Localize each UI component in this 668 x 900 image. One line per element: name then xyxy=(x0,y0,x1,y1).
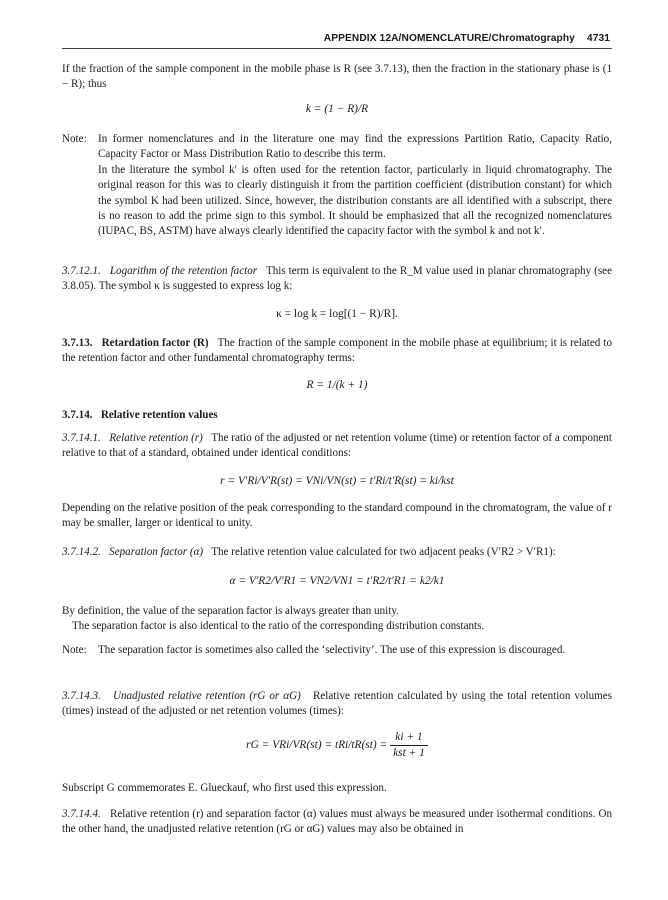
definition-paragraph: By definition, the value of the separation factor is always greater than unity. xyxy=(62,605,399,617)
section-text: The ratio of the adjusted or net retention volume (time) or retention factor of a component relative to that of a standard, obtained under identical conditions: xyxy=(62,432,612,460)
fraction-numerator: ki + 1 xyxy=(390,730,428,746)
section-text: Relative retention (r) and separation factor (α) values must always be measured under isothermal conditions. On the other hand, the unadjusted relative retention (rG or αG) values may also be obtained in xyxy=(62,808,613,836)
intro-paragraph: If the fraction of the sample component in the mobile phase is R (see 3.7.13), then the fraction in the stationary phase is (1 − R); thus xyxy=(62,63,612,91)
section-number: 3.7.14.2. xyxy=(62,546,101,558)
note-label: Note: xyxy=(62,644,87,656)
equation-R: R = 1/(k + 1) xyxy=(306,379,368,391)
section-text: Relative retention calculated by using the total retention volumes (times) instead of the adjusted or net retention volumes (times): xyxy=(62,690,613,718)
running-title: APPENDIX 12A/NOMENCLATURE/Chromatography xyxy=(323,33,575,44)
note-nomenclature xyxy=(62,132,612,240)
section-3-7-13 xyxy=(62,336,612,367)
section-number: 3.7.12.1. xyxy=(62,265,101,277)
section-number: 3.7.14.1. xyxy=(62,432,101,444)
section-title: Unadjusted relative retention (rG or αG) xyxy=(112,690,301,702)
distribution-paragraph: The separation factor is also identical to the ratio of the corresponding distribution constants. xyxy=(72,620,485,632)
section-3-7-14-2 xyxy=(62,545,612,560)
section-title: Retardation factor (R) xyxy=(101,337,209,349)
note-paragraph: In the literature the symbol k′ is often used for the retention factor, particularly in liquid chromatography. The original reason for this was to clearly distinguish it from the partition coefficient (distribution constant) for which the symbol K had been utilized. Since, however, the distribution constants are all identified with a subscript, there is no reason to add the prime sign to this symbol. It should be emphasized that all the recognized nomenclatures (IUPAC, BS, ASTM) have always clearly identified the capacity factor with the symbol k and not k′. xyxy=(98,163,612,238)
section-3-7-14 xyxy=(62,408,612,423)
note-paragraph: The separation factor is sometimes also called the ‘selectivity’. The use of this expression is discouraged. xyxy=(98,644,566,656)
note-label: Note: xyxy=(62,133,87,145)
section-title: Separation factor (α) xyxy=(109,546,204,558)
section-text: This term is equivalent to the R_M value used in planar chromatography (see 3.8.05). The symbol κ is suggested to express log k: xyxy=(62,265,612,293)
depending-paragraph: Depending on the relative position of the peak corresponding to the standard compound in the chromatogram, the value of r may be smaller, larger or identical to unity. xyxy=(62,502,612,530)
subscript-paragraph: Subscript G commemorates E. Glueckauf, who first used this expression. xyxy=(62,782,387,794)
fraction xyxy=(390,730,428,761)
fraction-denominator: kst + 1 xyxy=(393,747,425,759)
equation-lhs: rG = VRi/VR(st) = tRi/tR(st) = xyxy=(246,739,388,752)
section-text: The fraction of the sample component in the mobile phase at equilibrium; it is related to the retention factor and other fundamental chromatography terms: xyxy=(62,337,612,365)
equation-relative-retention: r = V′Ri/V′R(st) = VNi/VN(st) = t′Ri/t′R(st) = ki/kst xyxy=(220,475,454,487)
page-number: 4731 xyxy=(586,33,610,44)
note-paragraph: In former nomenclatures and in the literature one may find the expressions Partition Ratio, Capacity Ratio, Capacity Factor or Mass Distribution Ratio to describe this term. xyxy=(98,133,612,161)
section-title: Relative retention values xyxy=(100,409,218,421)
equation-k: k = (1 − R)/R xyxy=(305,103,369,115)
header-rule xyxy=(62,48,612,49)
equation-alpha: α = V′R2/V′R1 = VN2/VN1 = t′R2/t′R1 = k2/k1 xyxy=(229,575,445,587)
section-text: The relative retention value calculated for two adjacent peaks (V′R2 > V′R1): xyxy=(211,546,556,558)
section-number: 3.7.13. xyxy=(62,337,93,349)
running-header xyxy=(280,33,610,44)
section-3-7-14-1 xyxy=(62,431,612,462)
equation-unadjusted xyxy=(62,730,612,761)
note-selectivity xyxy=(62,643,612,658)
equation-kappa: κ = log k = log[(1 − R)/R]. xyxy=(276,308,398,320)
section-3-7-14-3 xyxy=(62,689,612,720)
section-title: Logarithm of the retention factor xyxy=(109,265,258,277)
section-number: 3.7.14.4. xyxy=(62,808,101,820)
section-3-7-14-4 xyxy=(62,807,612,838)
section-3-7-12-1 xyxy=(62,264,612,295)
section-title: Relative retention (r) xyxy=(109,432,203,444)
section-number: 3.7.14. xyxy=(62,409,93,421)
section-number: 3.7.14.3. xyxy=(62,690,101,702)
